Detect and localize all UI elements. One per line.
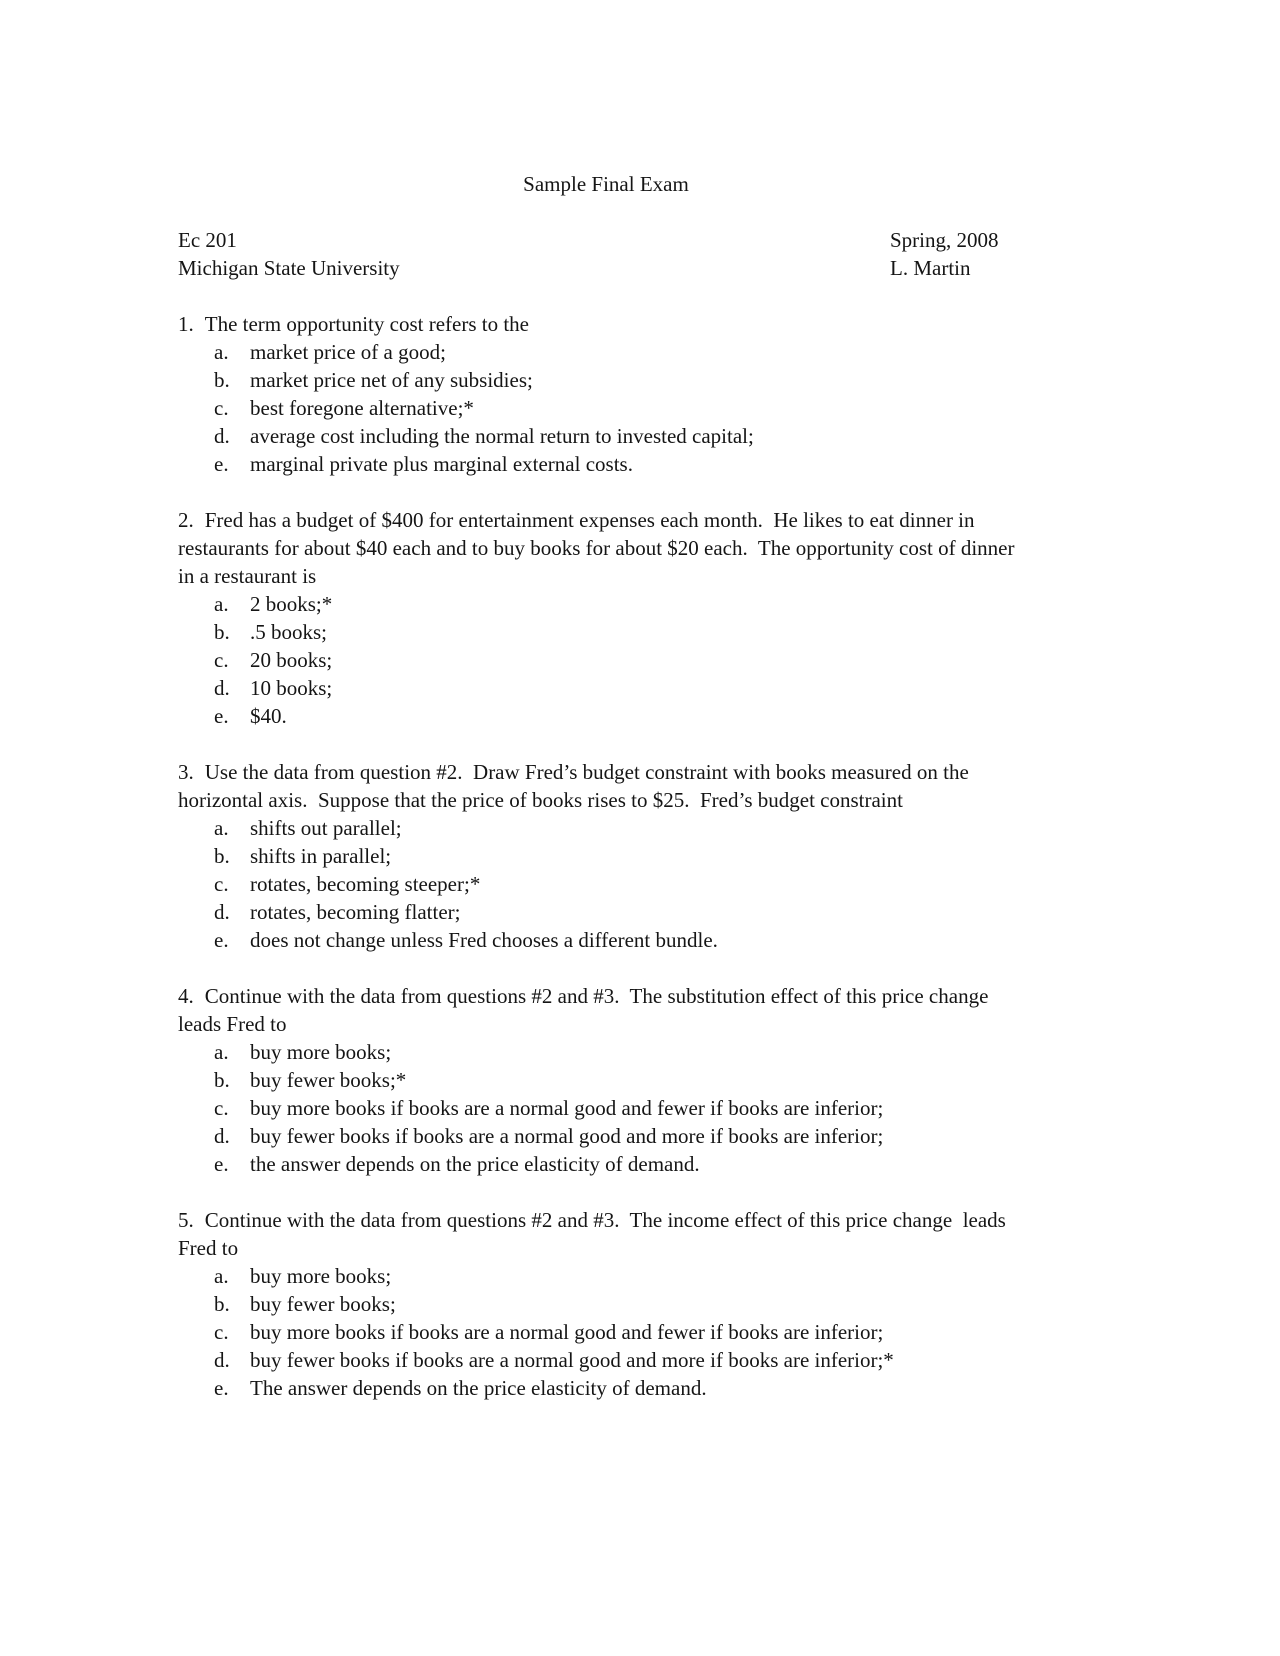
option-text: average cost including the normal return to invested capital; [250,424,754,448]
option-text: buy fewer books;* [250,1068,407,1092]
option-text: does not change unless Fred chooses a different bundle. [250,928,718,952]
option-letter: d. [214,676,230,700]
question-text [178,506,1034,590]
option-letter: e. [214,928,229,952]
option-text: 10 books; [250,676,333,700]
question-text [178,982,1034,1038]
option-text: marginal private plus marginal external costs. [250,452,633,476]
header-left [178,226,890,282]
question-text [178,758,1034,814]
option-letter: d. [214,424,230,448]
option-text: buy more books; [250,1264,392,1288]
option-text: shifts out parallel; [250,816,402,840]
question-stem: Continue with the data from questions #2 and #3. The substitution effect of this price change leads Fred to [178,984,999,1036]
option-text: the answer depends on the price elasticity of demand. [250,1152,700,1176]
option-row [178,1038,1034,1066]
university-name: Michigan State University [178,256,400,280]
option-row [178,926,1034,954]
option-row [178,1150,1034,1178]
option-row [178,366,1034,394]
option-row [178,842,1034,870]
option-row [178,870,1034,898]
option-row [178,1094,1034,1122]
option-letter: b. [214,368,230,392]
option-text: buy fewer books if books are a normal good and more if books are inferior; [250,1124,884,1148]
question-block [178,1206,1034,1402]
question-block [178,506,1034,730]
option-text: rotates, becoming flatter; [250,900,461,924]
questions-container [178,310,1034,1402]
question-block [178,310,1034,478]
option-row [178,702,1034,730]
option-letter: e. [214,1376,229,1400]
question-text [178,1206,1034,1262]
option-row [178,1346,1034,1374]
header-right [890,226,1034,282]
question-number: 4. [178,984,194,1008]
option-text: buy more books if books are a normal good and fewer if books are inferior; [250,1320,884,1344]
option-text: shifts in parallel; [250,844,392,868]
option-row [178,1290,1034,1318]
option-letter: c. [214,396,229,420]
question-stem: Continue with the data from questions #2 and #3. The income effect of this price change leads Fred to [178,1208,1012,1260]
exam-header [178,226,1034,282]
option-row [178,450,1034,478]
option-letter: b. [214,844,230,868]
option-text: buy fewer books; [250,1292,396,1316]
option-text: buy more books if books are a normal good and fewer if books are inferior; [250,1096,884,1120]
option-text: $40. [250,704,287,728]
question-number: 1. [178,312,194,336]
option-text: The answer depends on the price elasticity of demand. [250,1376,707,1400]
option-letter: a. [214,340,229,364]
question-stem: The term opportunity cost refers to the [204,312,529,336]
question-number: 2. [178,508,194,532]
option-letter: c. [214,1320,229,1344]
options-list [178,590,1034,730]
option-row [178,1066,1034,1094]
option-letter: c. [214,872,229,896]
option-row [178,394,1034,422]
course-code: Ec 201 [178,228,237,252]
option-text: best foregone alternative;* [250,396,474,420]
option-letter: e. [214,1152,229,1176]
option-letter: d. [214,900,230,924]
option-letter: d. [214,1124,230,1148]
option-row [178,898,1034,926]
question-number: 3. [178,760,194,784]
option-row [178,1374,1034,1402]
option-letter: a. [214,592,229,616]
option-letter: a. [214,1264,229,1288]
option-letter: b. [214,620,230,644]
options-list [178,338,1034,478]
option-letter: a. [214,1040,229,1064]
option-letter: c. [214,1096,229,1120]
option-text: market price of a good; [250,340,446,364]
option-row [178,1262,1034,1290]
option-row [178,618,1034,646]
option-row [178,646,1034,674]
option-row [178,422,1034,450]
option-letter: b. [214,1292,230,1316]
question-stem: Fred has a budget of $400 for entertainment expenses each month. He likes to eat dinner in restaurants for about $40 each and to buy books for about $20 each. The opportunity cost of dinner in a restaurant is [178,508,1020,588]
option-text: 20 books; [250,648,333,672]
option-text: market price net of any subsidies; [250,368,533,392]
question-number: 5. [178,1208,194,1232]
option-row [178,1318,1034,1346]
option-row [178,1122,1034,1150]
option-letter: a. [214,816,229,840]
option-letter: c. [214,648,229,672]
option-letter: e. [214,452,229,476]
instructor-name: L. Martin [890,256,971,280]
option-text: rotates, becoming steeper;* [250,872,481,896]
options-list [178,1038,1034,1178]
option-letter: b. [214,1068,230,1092]
option-text: 2 books;* [250,592,333,616]
question-text [178,310,1034,338]
option-row [178,338,1034,366]
question-block [178,982,1034,1178]
option-row [178,590,1034,618]
question-stem: Use the data from question #2. Draw Fred’s budget constraint with books measured on the horizontal axis. Suppose that the price of books rises to $25. Fred’s budget constraint [178,760,975,812]
question-block [178,758,1034,954]
options-list [178,1262,1034,1402]
page-title: Sample Final Exam [523,172,689,196]
option-letter: e. [214,704,229,728]
option-row [178,674,1034,702]
term-label: Spring, 2008 [890,228,999,252]
option-letter: d. [214,1348,230,1372]
options-list [178,814,1034,954]
option-row [178,814,1034,842]
option-text: buy more books; [250,1040,392,1064]
option-text: buy fewer books if books are a normal good and more if books are inferior;* [250,1348,894,1372]
option-text: .5 books; [250,620,328,644]
